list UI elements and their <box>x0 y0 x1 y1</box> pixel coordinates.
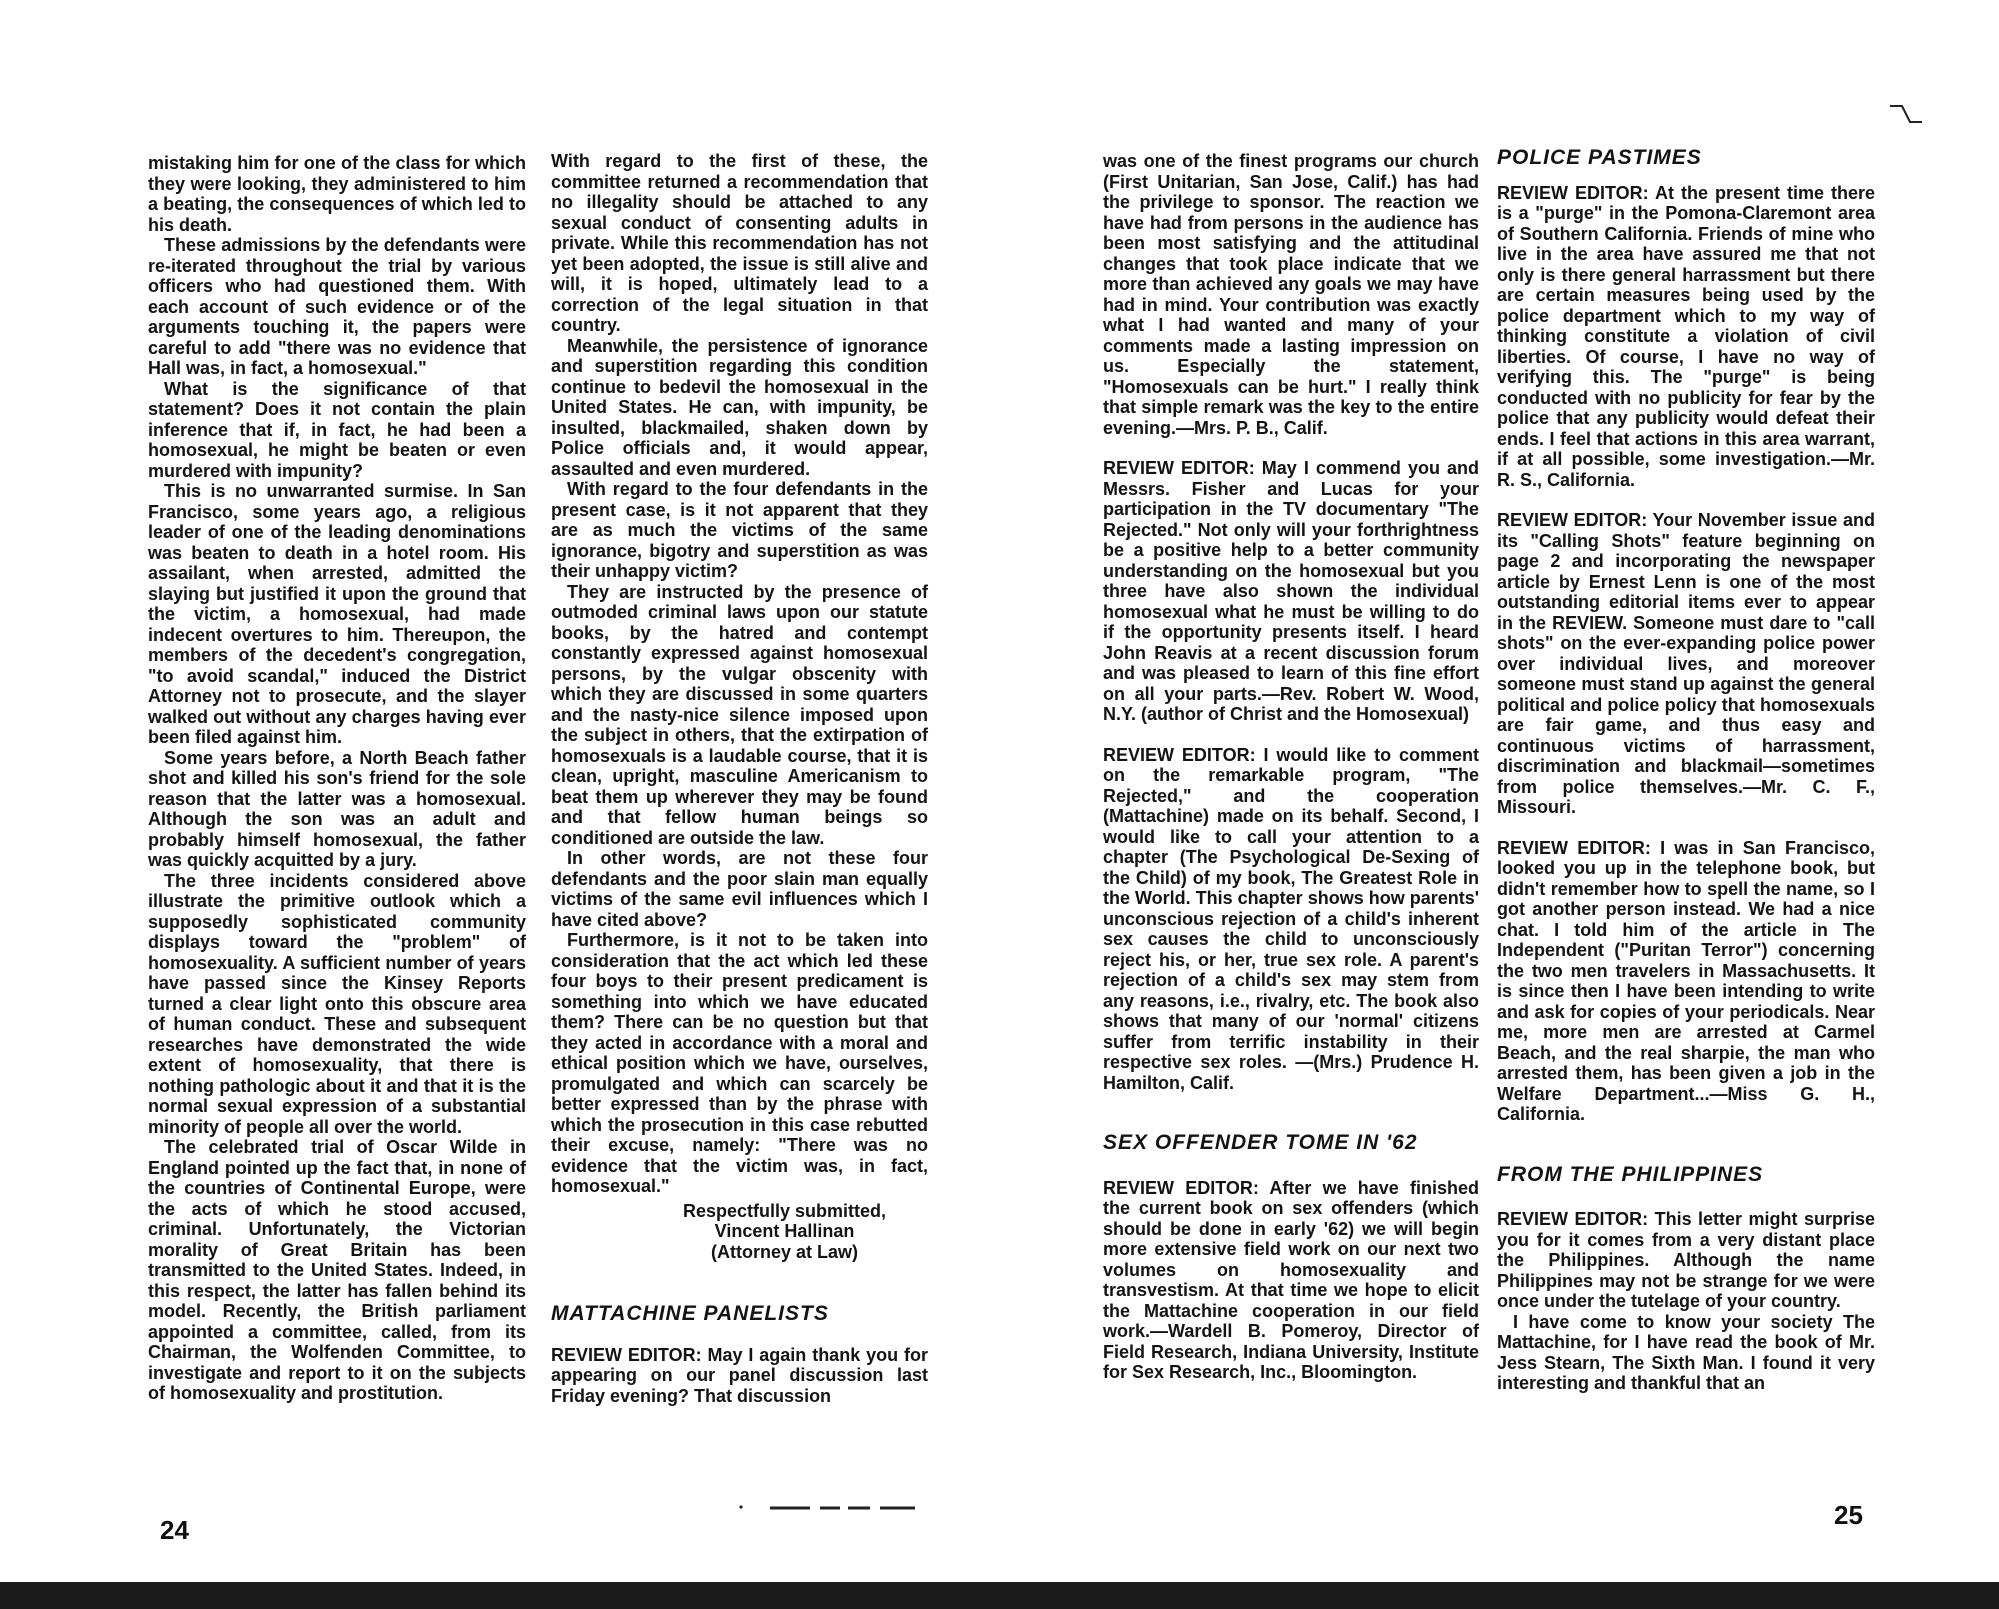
letter: REVIEW EDITOR: I was in San Francisco, looked you up in the telephone book, but didn't remember how to spell the name, so I got another person instead. We had a nice chat. I told him of the article in The Independent ("Puritan Terror") concerning the two men travelers in Massachusetts. It is since then I have been intending to write and ask for copies of your periodicals. Near me, more men are arrested at Carmel Beach, and the real sharpie, the man who arrested them, has been given a job in the Welfare Department...—Miss G. H., California. <box>1497 837 1875 1124</box>
paragraph: mistaking him for one of the class for which they were looking, they administered to him a beating, the consequences of which led to his death. <box>148 153 526 235</box>
paragraph: They are instructed by the presence of outmoded criminal laws upon our statute books, by the hatred and contempt constantly expressed against homosexual persons, by the vulgar obscenity with which they are discussed in some quarters and the nasty-nice silence imposed upon the subject in others, that the extirpation of homosexuals is a laudable course, that it is clean, upright, masculine Americanism to beat them up wherever they may be found and that fellow human beings so conditioned are outside the law. <box>551 581 928 848</box>
paragraph: What is the significance of that statement? Does it not contain the plain inference that if, in fact, he had been a homosexual, he might be beaten or even murdered with impunity? <box>148 378 526 481</box>
left-page-column-2 <box>551 151 928 1426</box>
signature-line: Respectfully submitted, <box>682 1200 887 1221</box>
paragraph: With regard to the first of these, the committee returned a recommendation that no illegality should be attached to any sexual conduct of consenting adults in private. While this recommendation has not yet been adopted, the issue is still alive and will, it is hoped, ultimately lead to a correction of the legal situation in that country. <box>551 151 928 335</box>
paragraph: Furthermore, is it not to be taken into consideration that the act which led these four boys to their present predicament is something into which we have educated them? There can be no question but that they acted in accordance with a moral and ethical position which we have, ourselves, promulgated and which can scarcely be better expressed than by the phrase with which the prosecution in this case rebutted their excuse, namely: "There was no evidence that the victim was, in fact, homosexual." <box>551 930 928 1196</box>
signature-block <box>551 1201 928 1263</box>
section-heading: POLICE PASTIMES <box>1497 146 1702 169</box>
letter: REVIEW EDITOR: I would like to comment on the remarkable program, "The Rejected," and the cooperation (Mattachine) made on its behalf. Second, I would like to call your attention to a chapter (The Psychological De-Sexing of the Child) of my book, The Greatest Role in the World. This chapter shows how parents' unconscious rejection of a child's inherent sex causes the child to unconsciously reject his, or her, true sex role. A parent's rejection of a child's sex may stem from any reasons, i.e., rivalry, etc. The book also shows that many of our 'normal' citizens suffer from terrific instability in their respective sex roles. —(Mrs.) Prudence H. Hamilton, Calif. <box>1103 744 1479 1093</box>
signature-title: (Attorney at Law) <box>710 1241 858 1262</box>
paragraph: I have come to know your society The Mattachine, for I have read the book of Mr. Jess Stearn, The Sixth Man. I found it very interesting and thankful that an <box>1497 1311 1875 1393</box>
paragraph: The celebrated trial of Oscar Wilde in England pointed up the fact that, in none of the countries of Continental Europe, were the acts of which he stood accused, criminal. Unfortunately, the Victorian morality of Great Britain has been transmitted to the United States. Indeed, in this respect, the latter has fallen behind its model. Recently, the British parliament appointed a committee, called, from its Chairman, the Wolfenden Committee, to investigate and report to it on the subjects of homosexuality and prostitution. <box>148 1137 526 1403</box>
right-page-column-2 <box>1497 148 1875 1394</box>
paragraph: With regard to the four defendants in the present case, is it not apparent that they are as much the victims of the same ignorance, bigotry and superstition as was their unhappy victim? <box>551 479 928 581</box>
paragraph: Meanwhile, the persistence of ignorance and superstition regarding this condition continue to bedevil the homosexual in the United States. He can, with impunity, be insulted, blackmailed, shaken down by Police officials and, it would appear, assaulted and even murdered. <box>551 335 928 479</box>
paragraph: These admissions by the defendants were re-iterated throughout the trial by various officers who had questioned them. With each account of such evidence or of the arguments touching it, the papers were careful to add "there was no evidence that Hall was, in fact, a homosexual." <box>148 235 526 378</box>
scan-mark <box>680 1500 930 1520</box>
letter: REVIEW EDITOR: May I commend you and Messrs. Fisher and Lucas for your participation in the TV documentary "The Rejected." Not only will your forthrightness be a positive help to a better community understanding on the homosexual but you three have also shown the individual homosexual what he must be willing to do if the opportunity presents itself. I heard John Reavis at a recent discussion forum and was pleased to learn of this fine effort on all your parts.—Rev. Robert W. Wood, N.Y. (author of Christ and the Homosexual) <box>1103 458 1479 724</box>
paragraph: This is no unwarranted surmise. In San Francisco, some years ago, a religious leader of one of the leading denominations was beaten to death in a hotel room. His assailant, when arrested, admitted the slaying but justified it upon the ground that the victim, a homosexual, had made indecent overtures to him. Thereupon, the members of the decedent's congregation, "to avoid scandal," induced the District Attorney not to prosecute, and the slayer walked out without any charges having ever been filed against him. <box>148 481 526 747</box>
scan-mark <box>1888 100 1928 130</box>
letter: REVIEW EDITOR: At the present time there is a "purge" in the Pomona-Claremont area of Southern California. Friends of mine who live in the area have assured me that not only is there general harrassment but there are certain measures being used by the police department which to my way of thinking constitute a violation of civil liberties. Of course, I have no way of verifying this. The "purge" is being conducted with no publicity for fear by the police that any publicity would defeat their ends. I feel that actions in this area warrant, if at all possible, some investigation.—Mr. R. S., California. <box>1497 182 1875 490</box>
letter: REVIEW EDITOR: Your November issue and its "Calling Shots" feature beginning on page 2 and incorporating the newspaper article by Ernest Lenn is one of the most outstanding editorial items ever to appear in the REVIEW. Someone must dare to "call shots" on the ever-expanding police power over individual lives, and moreover someone must stand up against the general political and police policy that homosexuals are fair game, and thus easy and continuous victims of harrassment, discrimination and blackmail—sometimes from police themselves.—Mr. C. F., Missouri. <box>1497 510 1875 817</box>
letter: was one of the finest programs our church (First Unitarian, San Jose, Calif.) has had the privilege to sponsor. The reaction we have had from persons in the audience has been most satisfying and the attitudinal changes that took place indicate that we more than achieved any goals we may have had in mind. Your contribution was exactly what I had wanted and many of your comments made a lasting impression on us. Especially the statement, "Homosexuals can be hurt." I really think that simple remark was the key to the entire evening.—Mrs. P. B., Calif. <box>1103 151 1479 438</box>
letter: REVIEW EDITOR: May I again thank you for appearing on our panel discussion last Friday evening? That discussion <box>551 1344 928 1406</box>
right-page-column-1 <box>1103 151 1479 1403</box>
paragraph: The three incidents considered above illustrate the primitive outlook which a supposedly sophisticated community displays toward the "problem" of homosexuality. A sufficient number of years have passed since the Kinsey Reports turned a clear light onto this obscure area of human conduct. These and subsequent researches have demonstrated the wide extent of homosexuality, that there is nothing pathologic about it and that it is the normal sexual expression of a substantial minority of people all over the world. <box>148 870 526 1137</box>
letter: REVIEW EDITOR: After we have finished the current book on sex offenders (which should be done in early '62) we will begin more extensive field work on our next two volumes on homosexuality and transvestism. At that time we hope to elicit the Mattachine cooperation in our field work.—Wardell B. Pomeroy, Director of Field Research, Indiana University, Institute for Sex Research, Inc., Bloomington. <box>1103 1177 1479 1382</box>
paragraph: Some years before, a North Beach father shot and killed his son's friend for the sole reason that the latter was a homosexual. Although the son was an adult and probably himself homosexual, the father was quickly acquitted by a jury. <box>148 747 526 870</box>
letter: REVIEW EDITOR: This letter might surprise you for it comes from a very distant place the Philippines. Although the name Philippines may not be strange for we were once under the tutelage of your country. <box>1497 1209 1875 1311</box>
page-number: 24 <box>160 1515 189 1545</box>
section-heading: MATTACHINE PANELISTS <box>551 1302 829 1325</box>
section-heading: FROM THE PHILIPPINES <box>1497 1162 1764 1186</box>
scan-border <box>0 1582 1999 1609</box>
section-heading: SEX OFFENDER TOME IN '62 <box>1103 1131 1418 1154</box>
paragraph: In other words, are not these four defendants and the poor slain man equally victims of the same evil influences which I have cited above? <box>551 848 928 930</box>
page-number: 25 <box>1834 1500 1863 1530</box>
signature-name: Vincent Hallinan <box>714 1221 855 1241</box>
left-page-column-1 <box>148 153 526 1404</box>
